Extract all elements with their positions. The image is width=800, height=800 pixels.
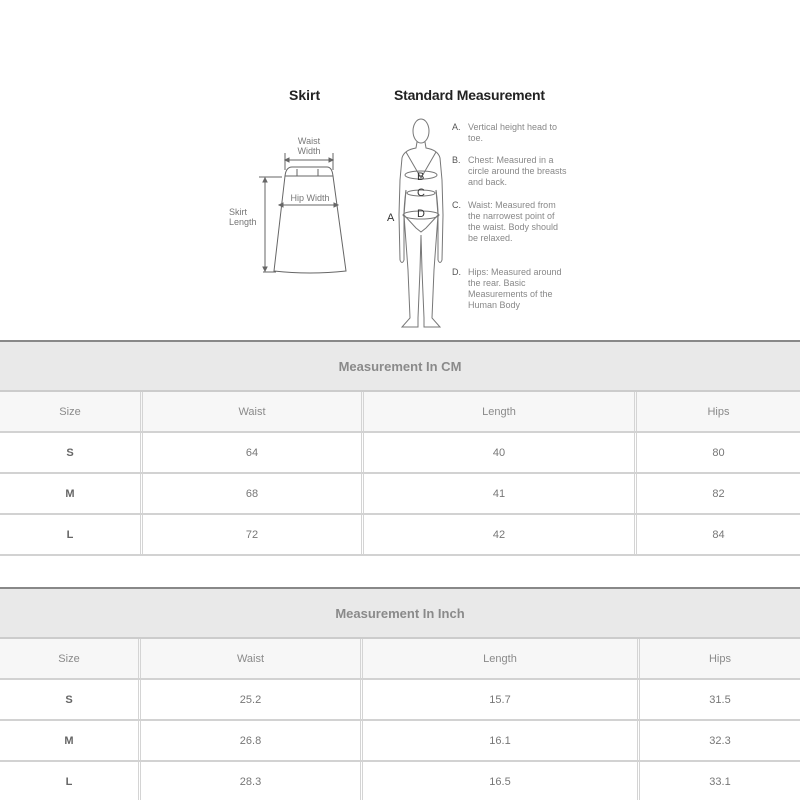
waist-width-label: Waist Width [297,136,321,156]
cell-waist: 28.3 [141,762,363,800]
header-hips: Hips [708,652,731,665]
table-row [0,762,800,800]
cell-waist: 72 [143,515,364,554]
table-header-row [0,639,800,680]
skirt-title: Skirt [289,87,321,103]
cell-length: 16.1 [363,721,640,760]
legend-key: C. [452,200,461,210]
cell-hips: 82 [712,487,725,500]
standard-measurement-title: Standard Measurement [394,87,545,103]
header-length: Length [364,392,637,431]
legend-item-c [452,200,568,244]
cell-hips: 33.1 [709,775,731,788]
legend-text: Hips: Measured around the rear. Basic Measurements of the Human Body [468,267,562,310]
cell-length: 41 [364,474,637,513]
cell-size: L [0,515,143,554]
legend-key: B. [452,155,461,165]
svg-text:B: B [417,171,425,183]
cell-waist: 64 [143,433,364,472]
cell-hips: 80 [712,446,725,459]
size-table-inch [0,587,800,800]
legend-text: Waist: Measured from the narrowest point of the waist. Body should be relaxed. [468,200,559,243]
table-header-row [0,392,800,433]
legend-item-a [452,122,568,144]
header-waist: Waist [141,639,363,678]
cell-length: 40 [364,433,637,472]
measurement-diagram [0,0,800,340]
cell-hips: 32.3 [709,734,731,747]
body-figure-icon [399,119,443,327]
cell-waist: 68 [143,474,364,513]
table-row [0,474,800,515]
legend-text: Chest: Measured in a circle around the breasts and back. [468,155,567,187]
svg-text:D: D [417,208,425,220]
cell-waist: 25.2 [141,680,363,719]
svg-text:A: A [387,212,395,224]
table-caption: Measurement In Inch [0,589,800,639]
size-table-cm [0,340,800,556]
table-row [0,515,800,556]
skirt-icon [259,153,346,273]
cell-waist: 26.8 [141,721,363,760]
header-size: Size [0,392,143,431]
cell-length: 42 [364,515,637,554]
table-row [0,433,800,474]
table-caption: Measurement In CM [0,342,800,392]
legend-item-d [452,267,568,311]
header-length: Length [363,639,640,678]
hip-width-label: Hip Width [290,193,330,203]
cell-size: M [0,721,141,760]
cell-hips: 84 [712,528,725,541]
cell-size: M [0,474,143,513]
cell-hips: 31.5 [709,693,731,706]
skirt-length-label: Skirt Length [229,207,257,227]
cell-length: 16.5 [363,762,640,800]
cell-size: L [0,762,141,800]
legend-key: A. [452,122,461,132]
legend-key: D. [452,267,461,277]
body-markers [387,171,425,224]
legend-item-b [452,155,568,188]
table-row [0,680,800,721]
cell-size: S [0,433,143,472]
cell-length: 15.7 [363,680,640,719]
header-size: Size [0,639,141,678]
cell-size: S [0,680,141,719]
legend-text: Vertical height head to toe. [468,122,558,143]
skirt-and-body-illustration [0,0,800,340]
table-row [0,721,800,762]
header-hips: Hips [707,405,730,418]
header-waist: Waist [143,392,364,431]
svg-text:C: C [417,187,425,199]
